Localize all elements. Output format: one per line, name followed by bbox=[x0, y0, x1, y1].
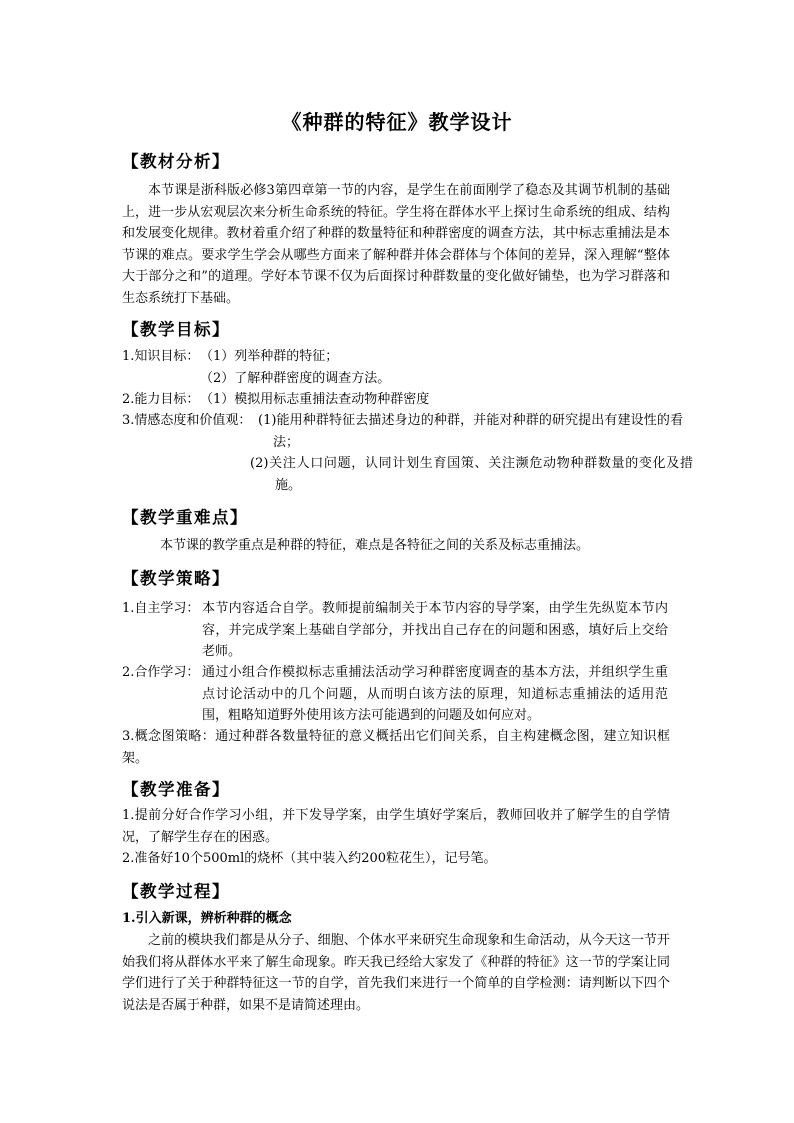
knowledge-goal-item-1: （1）列举种群的特征； bbox=[200, 349, 339, 364]
section-heading-preparation: 【教学准备】 bbox=[122, 780, 230, 799]
section-heading-keypoints: 【教学重难点】 bbox=[122, 508, 248, 527]
emotion-goal-item-2: (2)关注人口问题，认同计划生育国策、关注濒危动物种群数量的变化及措施。 bbox=[250, 456, 693, 493]
emotion-goal-label: 3.情感态度和价值观： bbox=[122, 413, 252, 428]
preparation-item-1: 1.提前分好合作学习小组，并下发导学案，由学生填好学案后，教师回收并了解学生的自学情况，了解学生存在的困惑。 bbox=[122, 808, 670, 845]
preparation-item-2: 2.准备好10个500ml的烧杯（其中装入约200粒花生），记号笔。 bbox=[122, 851, 497, 866]
knowledge-goal-item-2: （2）了解种群密度的调查方法。 bbox=[200, 371, 391, 386]
strategy-item-1-text: 本节内容适合自学。教师提前编制关于本节内容的导学案，由学生先纵览本节内容，并完成学案上基础自学部分，并找出自己存在的问题和困惑，填好后上交给老师。 bbox=[202, 601, 668, 659]
ability-goal-item-1: （1）模拟用标志重捕法查动物种群密度 bbox=[200, 392, 430, 407]
section-heading-process: 【教学过程】 bbox=[122, 882, 230, 901]
process-subheading: 1.引入新课，辨析种群的概念 bbox=[122, 911, 292, 926]
strategy-item-3: 3.概念图策略：通过种群各数量特征的意义概括出它们间关系，自主构建概念图，建立知识框架。 bbox=[122, 729, 670, 766]
strategy-item-1-label: 1.自主学习： bbox=[122, 601, 200, 616]
section-heading-objectives: 【教学目标】 bbox=[122, 320, 230, 339]
section-heading-strategy: 【教学策略】 bbox=[122, 569, 230, 588]
knowledge-goal-label: 1.知识目标： bbox=[122, 349, 200, 364]
section-heading-material: 【教材分析】 bbox=[122, 152, 230, 171]
strategy-item-2-text: 通过小组合作模拟标志重捕法活动学习种群密度调查的基本方法，并组织学生重点讨论活动中的几个问题，从而明白该方法的原理，知道标志重捕法的适用范围，粗略知道野外使用该方法可能遇到的问题及如何应对。 bbox=[202, 665, 668, 723]
strategy-item-2-label: 2.合作学习： bbox=[122, 665, 200, 680]
material-paragraph: 本节课是浙科版必修3第四章第一节的内容，是学生在前面刚学了稳态及其调节机制的基础上，进一步从宏观层次来分析生命系统的特征。学生将在群体水平上探讨生命系统的组成、结构和发展变化规律。教材着重介绍了种群的数量特征和种群密度的调查方法，其中标志重捕法是本节课的难点。要求学生学会从哪些方面来了解种群并体会群体与个体间的差异，深入理解“整体大于部分之和”的道理。学好本节课不仅为后面探讨种群数量的变化做好铺垫，也为学习群落和生态系统打下基础。 bbox=[122, 183, 670, 306]
emotion-goal-item-1: (1)能用种群特征去描述身边的种群，并能对种群的研究提出有建设性的看法； bbox=[258, 413, 683, 450]
keypoints-paragraph: 本节课的教学重点是种群的特征，难点是各特征之间的关系及标志重捕法。 bbox=[160, 538, 590, 553]
document-title: 《种群的特征》教学设计 bbox=[281, 110, 513, 134]
ability-goal-label: 2.能力目标： bbox=[122, 392, 200, 407]
process-paragraph: 之前的模块我们都是从分子、细胞、个体水平来研究生命现象和生命活动，从今天这一节开始我们将从群体水平来了解生命现象。昨天我已经给大家发了《种群的特征》这一节的学案让同学们进行了关于种群特征这一节的自学，首先我们来进行一个简单的自学检测：请判断以下四个说法是否属于种群，如果不是请简述理由。 bbox=[122, 933, 670, 1013]
